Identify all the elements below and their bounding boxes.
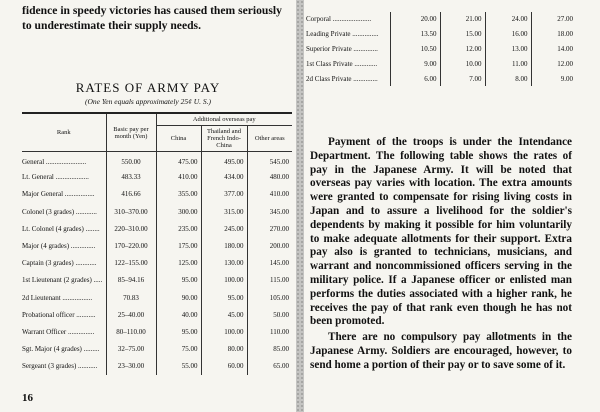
table-row [22, 186, 292, 203]
cell-rank: Sgt. Major (4 grades) ......... [22, 345, 100, 354]
cell-china: 75.00 [156, 341, 201, 358]
cell-thailand: 100.00 [201, 272, 247, 289]
table-row [22, 237, 292, 254]
table-subtitle: (One Yen equals approximately 25¢ U. S.) [84, 97, 212, 106]
cell-rank: Superior Private .............. [306, 44, 378, 53]
table-row [22, 358, 292, 375]
header-other-areas: Other areas [247, 126, 292, 152]
cell-china: 235.00 [156, 220, 201, 237]
cell-basic: 9.00 [390, 56, 440, 71]
cell-rank: 1st Lieutenant (2 grades) ..... [22, 276, 103, 285]
cell-rank: Lt. General ................... [22, 173, 89, 182]
cell-basic: 13.50 [390, 27, 440, 42]
cell-basic: 170–220.00 [106, 237, 156, 254]
cell-basic: 416.66 [106, 186, 156, 203]
cell-basic: 23–30.00 [106, 358, 156, 375]
cell-thailand: 11.00 [485, 56, 531, 71]
cell-thailand: 100.00 [201, 323, 247, 340]
cell-basic: 122–155.00 [106, 255, 156, 272]
cell-rank: Colonel (3 grades) ............ [22, 207, 97, 216]
enlisted-pay-table [306, 12, 576, 86]
header-thailand: Thailand and French Indo-China [201, 126, 247, 152]
cell-thailand: 60.00 [201, 358, 247, 375]
table-row [22, 220, 292, 237]
cell-rank: Sergeant (3 grades) ........... [22, 362, 98, 371]
cell-china: 95.00 [156, 272, 201, 289]
cell-basic: 85–94.16 [106, 272, 156, 289]
cell-rank: 1st Class Private ............. [306, 59, 378, 68]
cell-basic: 6.00 [390, 71, 440, 86]
cell-rank: 2d Class Private .............. [306, 74, 378, 83]
table-row [306, 71, 576, 86]
cell-thailand: 24.00 [485, 12, 531, 27]
cell-thailand: 180.00 [201, 237, 247, 254]
cell-rank: Major (4 grades) .............. [22, 242, 96, 251]
cell-china: 475.00 [156, 152, 201, 169]
cell-china: 90.00 [156, 289, 201, 306]
cell-china: 175.00 [156, 237, 201, 254]
cell-basic: 32–75.00 [106, 341, 156, 358]
cell-thailand: 16.00 [485, 27, 531, 42]
cell-other: 345.00 [247, 203, 292, 220]
cell-china: 300.00 [156, 203, 201, 220]
cell-other: 200.00 [247, 237, 292, 254]
table-row [22, 323, 292, 340]
table-row [22, 203, 292, 220]
cell-other: 9.00 [531, 71, 576, 86]
table-row [306, 27, 576, 42]
paragraph-pay-description: Payment of the troops is under the Intendance Department. The following table shows the rates of pay in the Japanese Army. It will be noted that overseas pay varies with location. The extra amounts were granted to compensate for rising living costs in Japan and to assure a livelihood for the soldier's dependents by making it possible for him voluntarily to make adequate allotments for their support. Extra pay also is granted to technicians, musicians, and warrant and noncommissioned officers serving in the military police. If a Japanese officer or enlisted man performs the duties associated with a higher rank, he receives the pay of that rank even though he has not been promoted. [310, 136, 572, 328]
cell-thailand: 315.00 [201, 203, 247, 220]
cell-other: 12.00 [531, 56, 576, 71]
cell-china: 7.00 [440, 71, 485, 86]
cell-thailand: 45.00 [201, 306, 247, 323]
intro-paragraph: fidence in speedy victories has caused them seriously to underestimate their supply needs. [22, 4, 282, 32]
cell-other: 145.00 [247, 255, 292, 272]
cell-thailand: 245.00 [201, 220, 247, 237]
cell-other: 545.00 [247, 152, 292, 169]
cell-basic: 310–370.00 [106, 203, 156, 220]
header-rank: Rank [22, 113, 106, 152]
cell-rank: General ....................... [22, 158, 87, 167]
cell-other: 110.00 [247, 323, 292, 340]
cell-rank: Probational officer ........... [22, 310, 96, 319]
table-row [22, 272, 292, 289]
cell-rank: Leading Private ............... [306, 30, 379, 39]
table-row [22, 255, 292, 272]
table-row [306, 56, 576, 71]
header-china: China [156, 126, 201, 152]
cell-china: 40.00 [156, 306, 201, 323]
page-number: 16 [22, 392, 33, 404]
cell-china: 10.00 [440, 56, 485, 71]
table-row [22, 306, 292, 323]
cell-china: 15.00 [440, 27, 485, 42]
cell-other: 115.00 [247, 272, 292, 289]
cell-basic: 10.50 [390, 42, 440, 57]
header-additional-pay: Additional overseas pay [156, 113, 292, 126]
cell-other: 480.00 [247, 169, 292, 186]
cell-rank: Major General ................. [22, 190, 95, 199]
table-row [22, 289, 292, 306]
header-basic-pay: Basic pay per month (Yen) [106, 113, 156, 152]
cell-thailand: 95.00 [201, 289, 247, 306]
cell-rank: Warrant Officer ............... [22, 327, 95, 336]
pay-rates-table [22, 112, 292, 375]
cell-rank: Lt. Colonel (4 grades) ........ [22, 224, 100, 233]
cell-basic: 80–110.00 [106, 323, 156, 340]
cell-thailand: 130.00 [201, 255, 247, 272]
cell-china: 355.00 [156, 186, 201, 203]
cell-other: 105.00 [247, 289, 292, 306]
cell-thailand: 377.00 [201, 186, 247, 203]
cell-other: 65.00 [247, 358, 292, 375]
cell-other: 50.00 [247, 306, 292, 323]
cell-china: 125.00 [156, 255, 201, 272]
cell-basic: 70.83 [106, 289, 156, 306]
table-row [306, 42, 576, 57]
cell-basic: 20.00 [390, 12, 440, 27]
cell-china: 12.00 [440, 42, 485, 57]
cell-basic: 550.00 [106, 152, 156, 169]
cell-china: 21.00 [440, 12, 485, 27]
cell-china: 55.00 [156, 358, 201, 375]
cell-other: 27.00 [531, 12, 576, 27]
cell-other: 270.00 [247, 220, 292, 237]
table-row [22, 341, 292, 358]
cell-rank: 2d Lieutenant ................. [22, 293, 93, 302]
cell-basic: 220–310.00 [106, 220, 156, 237]
table-row [22, 152, 292, 169]
table-title: RATES OF ARMY PAY [75, 80, 221, 95]
cell-thailand: 495.00 [201, 152, 247, 169]
body-text [310, 136, 572, 373]
cell-china: 95.00 [156, 323, 201, 340]
cell-basic: 25–40.00 [106, 306, 156, 323]
table-row [306, 12, 576, 27]
cell-other: 410.00 [247, 186, 292, 203]
cell-other: 85.00 [247, 341, 292, 358]
cell-other: 14.00 [531, 42, 576, 57]
cell-rank: Corporal ...................... [306, 15, 372, 24]
paragraph-allotments: There are no compulsory pay allotments in the Japanese Army. Soldiers are encouraged, however, to send home a portion of their pay or to save some of it. [310, 331, 572, 371]
table-row [22, 169, 292, 186]
cell-thailand: 80.00 [201, 341, 247, 358]
cell-china: 410.00 [156, 169, 201, 186]
cell-thailand: 13.00 [485, 42, 531, 57]
cell-basic: 483.33 [106, 169, 156, 186]
cell-thailand: 8.00 [485, 71, 531, 86]
cell-other: 18.00 [531, 27, 576, 42]
cell-thailand: 434.00 [201, 169, 247, 186]
cell-rank: Captain (3 grades) ............ [22, 259, 97, 268]
